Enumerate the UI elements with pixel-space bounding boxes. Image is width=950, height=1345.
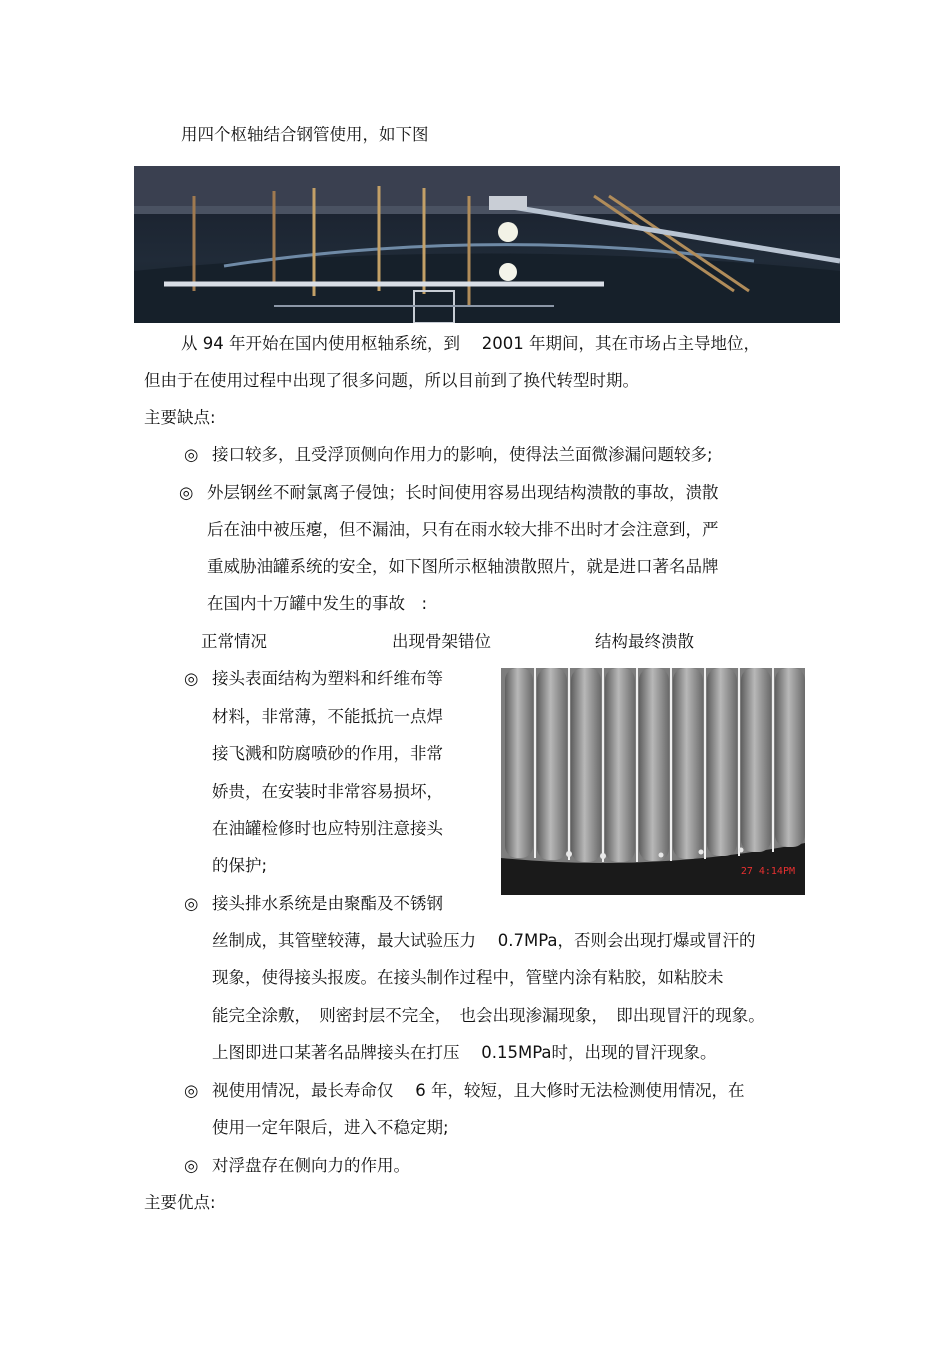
drawback-3-line-5: 在油罐检修时也应特别注意接头 <box>212 819 443 838</box>
drawback-3-line-2: 材料，非常薄，不能抵抗一点焊 <box>212 707 443 726</box>
intro-text: 用四个枢轴结合钢管使用，如下图 <box>181 125 429 144</box>
tank-pivot-photo <box>134 166 840 323</box>
drawback-2-line-2: 后在油中被压瘪，但不漏油，只有在雨水较大排不出时才会注意到，严 <box>207 520 719 539</box>
drawback-5-line-1: 视使用情况，最长寿命仅 6 年，较短，且大修时无法检测使用情况，在 <box>212 1081 745 1100</box>
photo-timestamp: 27 4:14PM <box>740 866 795 877</box>
drawback-4-line-3: 现象，使得接头报废。在接头制作过程中，管壁内涂有粘胶，如粘胶未 <box>212 968 724 987</box>
drawback-4-line-1: 接头排水系统是由聚酯及不锈钢 <box>212 894 443 913</box>
history-line-2: 但由于在使用过程中出现了很多问题，所以目前到了换代转型时期。 <box>144 371 639 390</box>
caption-normal: 正常情况 <box>201 632 267 651</box>
drawback-2-line-3: 重威胁油罐系统的安全，如下图所示枢轴溃散照片，就是进口著名品牌 <box>207 557 719 576</box>
drawbacks-heading: 主要缺点: <box>144 408 216 427</box>
bullet-icon: ◎ <box>184 894 199 913</box>
drawback-5-line-2: 使用一定年限后，进入不稳定期; <box>212 1118 449 1137</box>
drawback-2-line-4: 在国内十万罐中发生的事故 : <box>207 594 428 613</box>
drawback-3-line-6: 的保护; <box>212 856 268 875</box>
hose-sweating-photo <box>501 668 805 895</box>
advantages-heading: 主要优点: <box>144 1193 216 1212</box>
corrugated-hose-illustration <box>501 668 805 895</box>
caption-misaligned: 出现骨架错位 <box>392 632 491 651</box>
drawback-4-line-5: 上图即进口某著名品牌接头在打压 0.15MPa时，出现的冒汗现象。 <box>212 1043 717 1062</box>
drawback-3-line-1: 接头表面结构为塑料和纤维布等 <box>212 669 443 688</box>
bullet-icon: ◎ <box>184 669 199 688</box>
drawback-3-line-3: 接飞溅和防腐喷砂的作用，非常 <box>212 744 443 763</box>
drawback-6: 对浮盘存在侧向力的作用。 <box>212 1156 410 1175</box>
tank-pivot-illustration <box>134 166 840 323</box>
drawback-4-line-4: 能完全涂敷， 则密封层不完全， 也会出现渗漏现象， 即出现冒汗的现象。 <box>212 1006 765 1025</box>
history-line-1: 从 94 年开始在国内使用枢轴系统，到 2001 年期间，其在市场占主导地位， <box>181 334 760 353</box>
bullet-icon: ◎ <box>184 1156 199 1175</box>
drawback-3-line-4: 娇贵，在安装时非常容易损坏， <box>212 782 443 801</box>
drawback-1: 接口较多，且受浮顶侧向作用力的影响，使得法兰面微渗漏问题较多; <box>212 445 713 464</box>
bullet-icon: ◎ <box>179 483 194 502</box>
bullet-icon: ◎ <box>184 1081 199 1100</box>
drawback-2-line-1: 外层钢丝不耐氯离子侵蚀；长时间使用容易出现结构溃散的事故，溃散 <box>207 483 719 502</box>
drawback-4-line-2: 丝制成，其管壁较薄，最大试验压力 0.7MPa，否则会出现打爆或冒汗的 <box>212 931 756 950</box>
caption-collapse: 结构最终溃散 <box>595 632 694 651</box>
bullet-icon: ◎ <box>184 445 199 464</box>
